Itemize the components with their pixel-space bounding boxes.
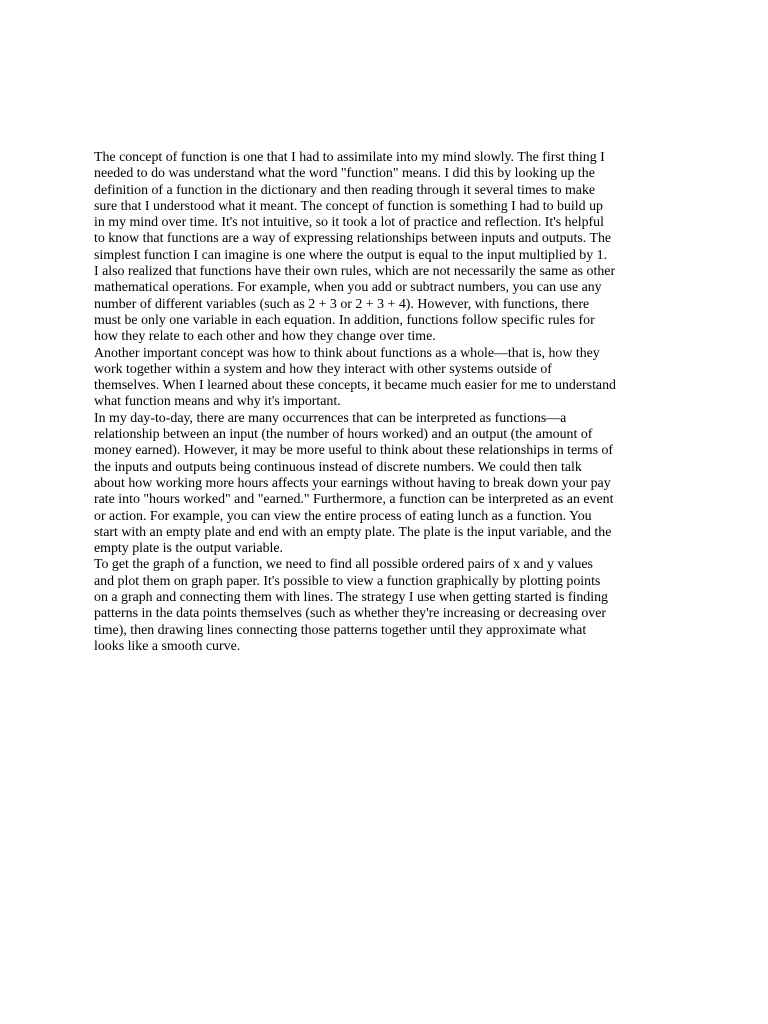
- text-line: sure that I understood what it meant. The concept of function is something I had to build up: [94, 198, 603, 214]
- text-line: patterns in the data points themselves (such as whether they're increasing or decreasing over: [94, 606, 607, 622]
- paragraph-1: [94, 150, 684, 346]
- text-line: rate into "hours worked" and "earned." Furthermore, a function can be interpreted as an event: [94, 492, 614, 508]
- text-line: themselves. When I learned about these concepts, it became much easier for me to understand: [94, 378, 616, 394]
- text-line: and plot them on graph paper. It's possible to view a function graphically by plotting points: [94, 573, 601, 589]
- text-line: The concept of function is one that I had to assimilate into my mind slowly. The first thing I: [94, 150, 605, 165]
- document-body: [94, 150, 684, 655]
- text-line: looks like a smooth curve.: [94, 638, 241, 654]
- text-line: time), then drawing lines connecting those patterns together until they approximate what: [94, 622, 587, 638]
- text-line: mathematical operations. For example, when you add or subtract numbers, you can use any: [94, 280, 602, 296]
- text-line: I also realized that functions have their own rules, which are not necessarily the same as other: [94, 264, 616, 280]
- text-line: to know that functions are a way of expressing relationships between inputs and outputs. The: [94, 231, 612, 247]
- text-line: Another important concept was how to think about functions as a whole—that is, how they: [94, 345, 600, 361]
- text-line: simplest function I can imagine is one where the output is equal to the input multiplied by 1.: [94, 247, 608, 263]
- paragraph-3: [94, 411, 684, 558]
- paragraph-4: [94, 557, 684, 655]
- text-line: start with an empty plate and end with an empty plate. The plate is the input variable, and the: [94, 524, 612, 540]
- text-line: work together within a system and how they interact with other systems outside of: [94, 361, 552, 377]
- text-line: what function means and why it's important.: [94, 394, 341, 410]
- text-line: relationship between an input (the number of hours worked) and an output (the amount of: [94, 427, 593, 443]
- text-line: In my day-to-day, there are many occurrences that can be interpreted as functions—a: [94, 410, 567, 426]
- text-line: the inputs and outputs being continuous instead of discrete numbers. We could then talk: [94, 459, 582, 475]
- text-line: To get the graph of a function, we need to find all possible ordered pairs of x and y values: [94, 557, 593, 573]
- text-line: on a graph and connecting them with lines. The strategy I use when getting started is finding: [94, 590, 608, 606]
- text-line: number of different variables (such as 2 + 3 or 2 + 3 + 4). However, with functions, there: [94, 296, 590, 312]
- text-line: in my mind over time. It's not intuitive, so it took a lot of practice and reflection. It's helpful: [94, 215, 604, 231]
- paragraph-2: [94, 346, 684, 411]
- text-line: about how working more hours affects your earnings without having to break down your pay: [94, 475, 611, 491]
- text-line: definition of a function in the dictionary and then reading through it several times to make: [94, 182, 596, 198]
- text-line: or action. For example, you can view the entire process of eating lunch as a function. You: [94, 508, 592, 524]
- text-line: must be only one variable in each equation. In addition, functions follow specific rules for: [94, 312, 595, 328]
- text-line: empty plate is the output variable.: [94, 541, 284, 557]
- text-line: how they relate to each other and how they change over time.: [94, 329, 436, 345]
- text-line: needed to do was understand what the word "function" means. I did this by looking up the: [94, 166, 595, 182]
- text-line: money earned). However, it may be more useful to think about these relationships in terms of: [94, 443, 614, 459]
